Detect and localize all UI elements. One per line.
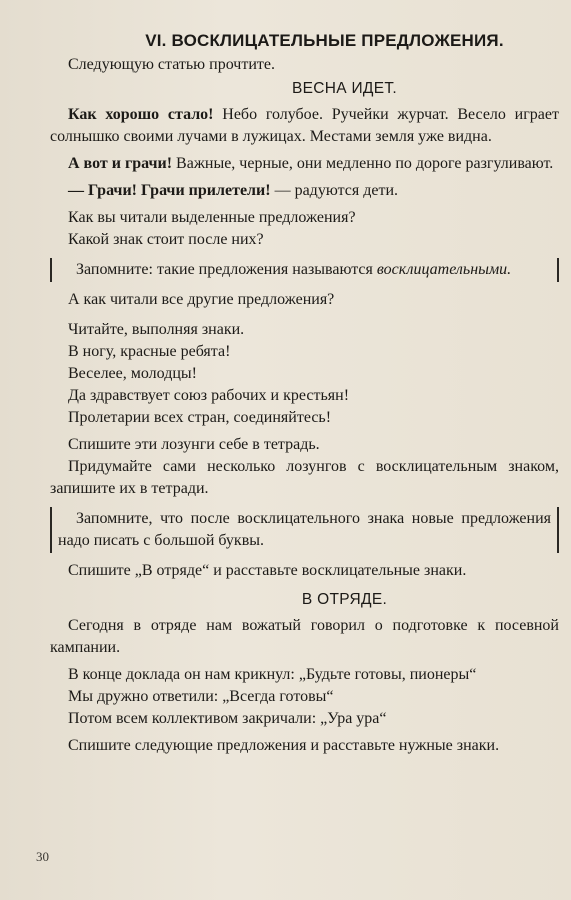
story-2-line: В конце доклада он нам крикнул: „Будьте готовы, пионеры“ — [68, 666, 477, 683]
rule-box-exclamatory — [50, 258, 559, 282]
page-number: 30 — [36, 849, 49, 864]
story-paragraph-2 — [50, 153, 559, 175]
paragraph-text: — радуются дети. — [270, 182, 399, 199]
question-how-read: Как вы читали выделенные предложения? — [68, 209, 356, 226]
rule-text: Запомните, что после восклицательного знака новые предложения надо писать с большой буквы. — [58, 510, 551, 549]
chapter-title: VI. ВОСКЛИЦАТЕЛЬНЫЕ ПРЕДЛОЖЕНИЯ. — [145, 31, 504, 50]
story-2-line: Потом всем коллективом закричали: „Ура ура“ — [68, 710, 387, 727]
task-invent-slogans: Придумайте сами несколько лозунгов с восклицательным знаком, запишите их в тетради. — [50, 458, 559, 497]
highlighted-sentence: Как хорошо стало! — [68, 106, 214, 123]
story-2-title: В ОТРЯДЕ. — [301, 591, 388, 608]
rule-box-capital-letter — [50, 507, 559, 553]
story-2-line: Мы дружно ответили: „Всегда готовы“ — [68, 688, 334, 705]
rule-term: восклицательными. — [376, 261, 512, 278]
story-paragraph-1 — [50, 104, 559, 148]
slogan-line: Да здравствует союз рабочих и крестьян! — [68, 387, 350, 404]
story-paragraph-3 — [50, 180, 559, 202]
highlighted-sentence: А вот и грачи! — [68, 155, 173, 172]
task-punctuate: Спишите следующие предложения и расставьте нужные знаки. — [68, 737, 500, 754]
paragraph-text: Небо голубое. Ручейки журчат. Весело играет солнышко своими лучами в лужицах. Местами земля уже видна. — [50, 106, 559, 145]
task-copy-slogans: Спишите эти лозунги себе в тетрадь. — [68, 436, 320, 453]
highlighted-sentence: — Грачи! Грачи прилетели! — [68, 182, 271, 199]
slogans-intro: Читайте, выполняя знаки. — [68, 321, 245, 338]
question-other-sentences: А как читали все другие предложения? — [68, 291, 335, 308]
task-copy-story: Спишите „В отряде“ и расставьте восклицательные знаки. — [68, 562, 467, 579]
rule-text: Запомните: такие предложения называются восклицательными. — [76, 261, 512, 278]
story-title: ВЕСНА ИДЕТ. — [291, 80, 398, 97]
slogan-line: Пролетарии всех стран, соединяйтесь! — [68, 409, 332, 426]
paragraph-text: Важные, черные, они медленно по дороге разгуливают. — [172, 155, 554, 172]
story-2-line: Сегодня в отряде нам вожатый говорил о подготовке к посевной кампании. — [50, 617, 559, 656]
slogan-line: Веселее, молодцы! — [68, 365, 197, 382]
question-which-mark: Какой знак стоит после них? — [68, 231, 264, 248]
slogan-line: В ногу, красные ребята! — [68, 343, 231, 360]
instruction-read: Следующую статью прочтите. — [68, 56, 275, 73]
